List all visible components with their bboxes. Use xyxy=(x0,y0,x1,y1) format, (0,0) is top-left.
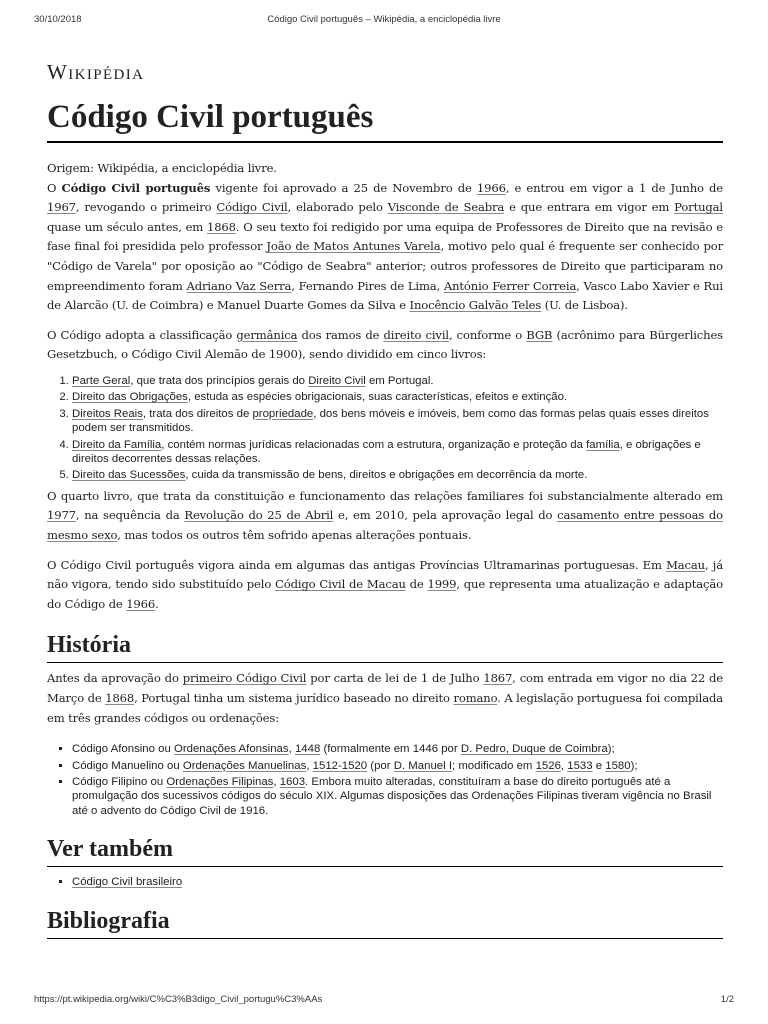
link-1868[interactable]: 1868 xyxy=(206,219,236,234)
list-item: 1. Parte Geral, que trata dos princípios gerais do Direito Civil em Portugal. xyxy=(72,374,723,388)
link-direito-obrigacoes[interactable]: Direito das Obrigações xyxy=(72,391,188,404)
intro-paragraph-2: O Código adopta a classificação germânica dos ramos de direito civil, conforme o BGB (acrônimo para Bürgerliches Gesetzbuch, o Código Civil Alemão de 1900), sendo dividido em cinco livros: xyxy=(47,327,723,362)
link-1526[interactable]: 1526 xyxy=(535,759,561,772)
origin-note: Origem: Wikipédia, a enciclopédia livre. xyxy=(47,161,277,175)
print-url: https://pt.wikipedia.org/wiki/C%C3%B3digo_Civil_portugu%C3%AAs xyxy=(34,994,323,1005)
ordenacoes-list xyxy=(47,742,723,818)
link-visconde-de-seabra[interactable]: Visconde de Seabra xyxy=(387,200,505,215)
link-direito-familia[interactable]: Direito da Família xyxy=(72,438,162,451)
link-codigo-civil[interactable]: Código Civil xyxy=(216,200,288,215)
link-vaz-serra[interactable]: Adriano Vaz Serra xyxy=(186,278,292,293)
list-item: 4. Direito da Família, contém normas jurídicas relacionadas com a estrutura, organização e proteção da família, e obrigações e direitos decorrentes dessas relações. xyxy=(72,438,723,467)
section-heading-bibliografia: Bibliografia xyxy=(47,906,723,939)
link-1868-b[interactable]: 1868 xyxy=(105,690,135,705)
wikipedia-wordmark[interactable]: Wikipédia xyxy=(47,60,145,84)
link-macau[interactable]: Macau xyxy=(666,557,705,572)
link-ferrer-correia[interactable]: António Ferrer Correia xyxy=(443,278,577,293)
link-familia[interactable]: família xyxy=(586,438,620,451)
link-codigo-civil-macau[interactable]: Código Civil de Macau xyxy=(275,577,406,592)
list-item: 2. Direito das Obrigações, estuda as espécies obrigacionais, suas características, efeitos e extinção. xyxy=(72,390,723,404)
print-page-number: 1/2 xyxy=(720,994,734,1005)
print-header xyxy=(34,14,734,28)
link-direito-civil-2[interactable]: Direito Civil xyxy=(308,374,366,387)
link-1533[interactable]: 1533 xyxy=(567,759,593,772)
books-list xyxy=(47,374,723,483)
list-item: 3. Direitos Reais, trata dos direitos de propriedade, dos bens móveis e imóveis, bem como das formas pelas quais esses direitos podem ser transmitidos. xyxy=(72,407,723,436)
link-1448[interactable]: 1448 xyxy=(294,743,321,756)
link-romano[interactable]: romano xyxy=(453,690,498,705)
list-item: ▪ Código Afonsino ou Ordenações Afonsinas, 1448 (formalmente em 1446 por D. Pedro, Duque de Coimbra); xyxy=(72,742,723,756)
list-item xyxy=(72,875,723,889)
link-1603[interactable]: 1603 xyxy=(279,775,306,788)
link-1512-1520[interactable]: 1512-1520 xyxy=(312,759,368,772)
link-d-manuel[interactable]: D. Manuel I xyxy=(393,759,452,772)
link-ordenacoes-manuelinas[interactable]: Ordenações Manuelinas xyxy=(182,759,307,772)
section-heading-ver-tambem: Ver também xyxy=(47,834,723,867)
ver-tambem-list xyxy=(47,875,723,889)
print-page-title: Código Civil português – Wikipédia, a enciclopédia livre xyxy=(267,14,501,25)
link-casamento-mesmo-sexo[interactable]: casamento entre pessoas do mesmo sexo xyxy=(47,508,723,542)
print-footer xyxy=(34,994,734,1008)
article-content xyxy=(47,58,723,945)
link-direito-civil[interactable]: direito civil xyxy=(383,327,449,342)
link-revolucao-25-abril[interactable]: Revolução do 25 de Abril xyxy=(184,508,334,523)
list-item: ▪ Código Filipino ou Ordenações Filipinas, 1603. Embora muito alteradas, constituíram a base do direito português até a promulgação dos sucessivos códigos do século XIX. Algumas disposições das Ordenações Filipinas tiveram vigência no Brasil até o advento do Código Civil de 1916. xyxy=(72,775,723,818)
link-codigo-civil-brasileiro[interactable]: Código Civil brasileiro xyxy=(72,876,183,889)
paragraph-historia: Antes da aprovação do primeiro Código Civil por carta de lei de 1 de Julho 1867, com entrada em vigor no dia 22 de Março de 1868, Portugal tinha um sistema jurídico baseado no direito romano. A legislação portuguesa foi compilada em três grandes códigos ou ordenações: xyxy=(47,671,724,725)
paragraph-ultramar: O Código Civil português vigora ainda em algumas das antigas Províncias Ultramarinas portuguesas. Em Macau, já não vigora, tendo sido substituído pelo Código Civil de Macau de 1999, que representa uma atualização e adaptação do Código de 1966. xyxy=(47,557,724,611)
page-title: Código Civil português xyxy=(47,96,723,143)
link-ordenacoes-afonsinas[interactable]: Ordenações Afonsinas xyxy=(173,743,289,756)
intro-paragraph-1: O Código Civil português vigente foi aprovado a 25 de Novembro de 1966, e entrou em vigor a 1 de Junho de 1967, revogando o primeiro Código Civil, elaborado pelo Visconde de Seabra e que entrara em vigor em Portugal quase um século antes, em 1868. O seu texto foi redigido por uma equipa de Professores de Direito que na revisão e fase final foi presidida pelo professor João de Matos Antunes Varela, motivo pelo qual é frequente ser conhecido por "Código de Varela" por oposição ao "Código de Seabra" anterior; outros professores de Direito que participaram no empreendimento foram Adriano Vaz Serra, Fernando Pires de Lima, António Ferrer Correia, Vasco Labo Xavier e Rui de Alarcão (U. de Coimbra) e Manuel Duarte Gomes da Silva e Inocêncio Galvão Teles (U. de Lisboa). xyxy=(47,180,724,313)
link-primeiro-codigo-civil[interactable]: primeiro Código Civil xyxy=(182,671,307,686)
link-1977[interactable]: 1977 xyxy=(47,508,76,523)
paragraph-quarto-livro: O quarto livro, que trata da constituição e funcionamento das relações familiares foi substancialmente alterado em 1977, na sequência da Revolução do 25 de Abril e, em 2010, pela aprovação legal do casamento entre pessoas do mesmo sexo, mas todos os outros têm sofrido apenas alterações pontuais. xyxy=(47,488,723,542)
link-antunes-varela[interactable]: João de Matos Antunes Varela xyxy=(266,239,441,254)
link-galvao-teles[interactable]: Inocêncio Galvão Teles xyxy=(409,298,542,313)
section-heading-historia: História xyxy=(47,630,723,663)
list-item: ▪ Código Manuelino ou Ordenações Manuelinas, 1512-1520 (por D. Manuel I; modificado em 1526, 1533 e 1580); xyxy=(72,759,723,773)
link-direitos-reais[interactable]: Direitos Reais xyxy=(72,407,143,420)
link-1867[interactable]: 1867 xyxy=(483,671,513,686)
link-bgb[interactable]: BGB xyxy=(526,327,553,342)
link-1966[interactable]: 1966 xyxy=(476,180,506,195)
link-1966-b[interactable]: 1966 xyxy=(126,596,156,611)
link-ordenacoes-filipinas[interactable]: Ordenações Filipinas xyxy=(166,775,274,788)
link-d-pedro[interactable]: D. Pedro, Duque de Coimbra xyxy=(460,743,608,756)
link-1967[interactable]: 1967 xyxy=(47,200,76,215)
link-direito-sucessoes[interactable]: Direito das Sucessões xyxy=(72,469,186,482)
print-date: 30/10/2018 xyxy=(34,14,82,25)
link-parte-geral[interactable]: Parte Geral xyxy=(72,374,131,387)
link-1999[interactable]: 1999 xyxy=(427,577,457,592)
link-1580[interactable]: 1580 xyxy=(605,759,631,772)
link-portugal[interactable]: Portugal xyxy=(674,200,723,215)
list-item: 5. Direito das Sucessões, cuida da transmissão de bens, direitos e obrigações em decorrência da morte. xyxy=(72,468,723,482)
bold-term: Código Civil português xyxy=(61,180,211,195)
link-germanica[interactable]: germânica xyxy=(236,327,298,342)
link-propriedade[interactable]: propriedade xyxy=(252,407,314,420)
